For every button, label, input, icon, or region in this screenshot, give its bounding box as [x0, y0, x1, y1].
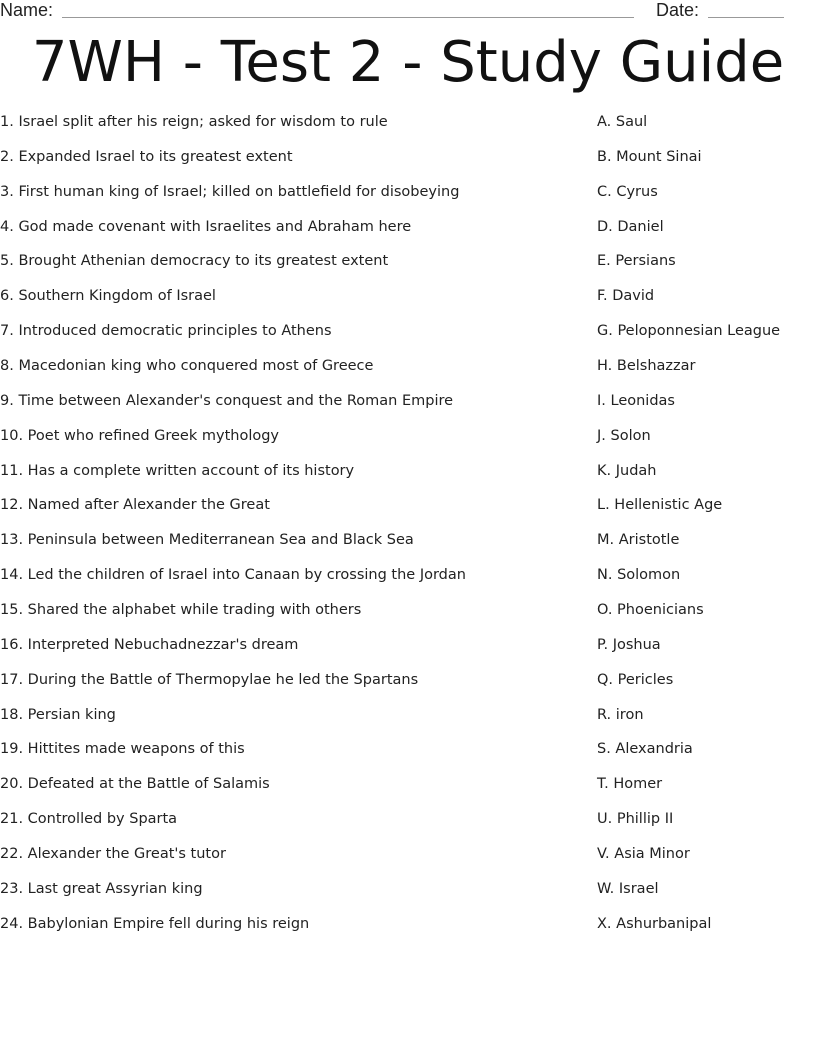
answer-item: F. David — [597, 288, 655, 305]
question-item: 3. First human king of Israel; killed on battlefield for disobeying — [0, 183, 460, 200]
answer-item: E. Persians — [597, 253, 676, 270]
question-item: 12. Named after Alexander the Great — [0, 497, 270, 514]
answer-item: Q. Pericles — [597, 671, 674, 688]
question-item: 16. Interpreted Nebuchadnezzar's dream — [0, 636, 299, 653]
name-label: Name: — [0, 0, 54, 20]
question-item: 21. Controlled by Sparta — [0, 811, 178, 828]
answer-item: B. Mount Sinai — [597, 148, 702, 165]
answer-item: T. Homer — [597, 776, 663, 793]
answer-item: U. Phillip II — [597, 811, 674, 828]
question-item: 8. Macedonian king who conquered most of Greece — [0, 358, 374, 375]
question-item: 6. Southern Kingdom of Israel — [0, 288, 216, 305]
question-item: 4. God made covenant with Israelites and Abraham here — [0, 218, 412, 235]
answer-item: L. Hellenistic Age — [597, 497, 723, 514]
answer-item: X. Ashurbanipal — [597, 915, 712, 932]
answer-item: H. Belshazzar — [597, 358, 696, 375]
question-item: 9. Time between Alexander's conquest and the Roman Empire — [0, 392, 454, 409]
date-label: Date: — [656, 0, 700, 20]
date-blank-line — [708, 17, 784, 18]
answer-item: P. Joshua — [597, 636, 661, 653]
question-item: 20. Defeated at the Battle of Salamis — [0, 776, 270, 793]
question-item: 5. Brought Athenian democracy to its greatest extent — [0, 253, 389, 270]
question-item: 24. Babylonian Empire fell during his reign — [0, 915, 310, 932]
question-item: 18. Persian king — [0, 706, 116, 723]
answer-item: V. Asia Minor — [597, 846, 690, 863]
answer-item: C. Cyrus — [597, 183, 658, 200]
answer-item: K. Judah — [597, 462, 657, 479]
answer-item: M. Aristotle — [597, 532, 680, 549]
question-item: 1. Israel split after his reign; asked for wisdom to rule — [0, 114, 388, 130]
answer-item: S. Alexandria — [597, 741, 693, 758]
question-item: 22. Alexander the Great's tutor — [0, 846, 226, 863]
answer-item: G. Peloponnesian League — [597, 323, 781, 340]
question-item: 19. Hittites made weapons of this — [0, 741, 245, 758]
name-blank-line — [62, 17, 634, 18]
header — [0, 0, 816, 24]
page-title: 7WH - Test 2 - Study Guide — [31, 30, 785, 95]
answer-item: N. Solomon — [597, 567, 681, 584]
question-list — [0, 111, 580, 948]
question-item: 7. Introduced democratic principles to Athens — [0, 323, 332, 340]
answer-item: R. iron — [597, 706, 644, 723]
question-item: 17. During the Battle of Thermopylae he led the Spartans — [0, 671, 419, 688]
answer-item: W. Israel — [597, 880, 659, 897]
question-item: 15. Shared the alphabet while trading with others — [0, 602, 362, 619]
question-item: 11. Has a complete written account of its history — [0, 462, 355, 479]
answer-list — [597, 111, 812, 948]
question-item: 13. Peninsula between Mediterranean Sea and Black Sea — [0, 532, 414, 549]
question-item: 23. Last great Assyrian king — [0, 880, 203, 897]
answer-item: J. Solon — [597, 427, 651, 444]
question-item: 10. Poet who refined Greek mythology — [0, 427, 279, 444]
question-item: 2. Expanded Israel to its greatest extent — [0, 148, 293, 165]
answer-item: O. Phoenicians — [597, 602, 704, 619]
answer-item: A. Saul — [597, 114, 648, 130]
answer-item: I. Leonidas — [597, 392, 675, 409]
answer-item: D. Daniel — [597, 218, 664, 235]
question-item: 14. Led the children of Israel into Canaan by crossing the Jordan — [0, 567, 466, 584]
